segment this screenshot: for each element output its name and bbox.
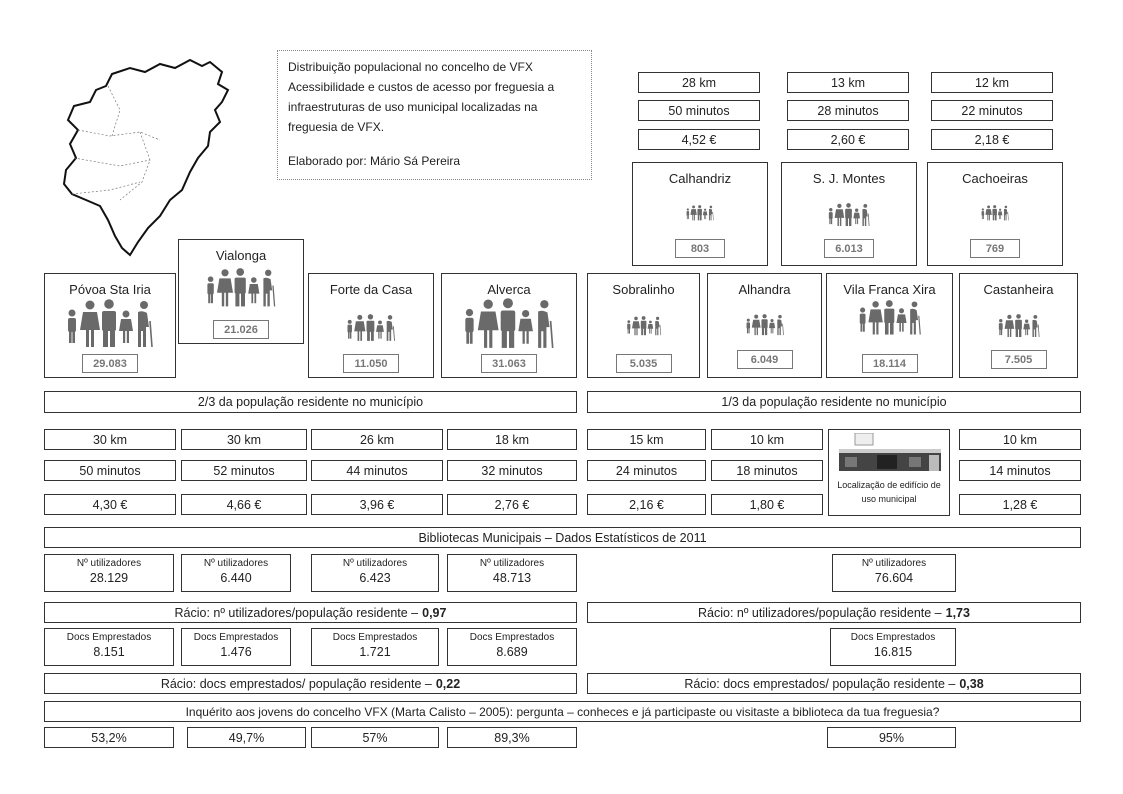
parish-card-cachoeiras xyxy=(927,162,1063,266)
cachoeiras-cost: 2,18 € xyxy=(931,129,1053,150)
access-cost: 2,16 € xyxy=(587,494,706,515)
calhandriz-cost: 4,52 € xyxy=(638,129,760,150)
family-pictogram xyxy=(824,203,874,227)
parish-card-forte-da-casa xyxy=(308,273,434,378)
family-icon xyxy=(928,205,1062,221)
access-distance: 10 km xyxy=(959,429,1081,450)
family-pictogram xyxy=(622,316,666,336)
parish-card-alhandra xyxy=(707,273,822,378)
family-pictogram xyxy=(683,205,717,221)
parish-name: S. J. Montes xyxy=(812,171,886,186)
survey-question: Inquérito aos jovens do concelho VFX (Marta Calisto – 2005): pergunta – conheces e já participaste ou visitaste a biblioteca da tua freguesia? xyxy=(44,701,1081,722)
libraries-title: Bibliotecas Municipais – Dados Estatísticos de 2011 xyxy=(44,527,1081,548)
parish-name: Sobralinho xyxy=(612,282,675,297)
parish-name: Alhandra xyxy=(738,282,791,297)
population-badge: 6.013 xyxy=(824,239,874,258)
loans-stat: Docs Emprestados 16.815 xyxy=(830,628,956,666)
sjmontes-distance: 13 km xyxy=(787,72,909,93)
cachoeiras-distance: 12 km xyxy=(931,72,1053,93)
users-stat: Nº utilizadores 76.604 xyxy=(832,554,956,592)
access-distance: 26 km xyxy=(311,429,443,450)
ratio-loans-left: Rácio: docs emprestados/ população residente – 0,22 xyxy=(44,673,577,694)
ratio-users-left: Rácio: nº utilizadores/população residente – 0,97 xyxy=(44,602,577,623)
loans-stat: Docs Emprestados 8.151 xyxy=(44,628,174,666)
group-banner-left: 2/3 da população residente no município xyxy=(44,391,577,413)
population-badge: 769 xyxy=(970,239,1020,258)
family-icon xyxy=(179,268,303,308)
survey-result: 49,7% xyxy=(187,727,306,748)
family-icon xyxy=(588,316,699,336)
population-badge: 803 xyxy=(675,239,725,258)
family-icon xyxy=(782,203,916,227)
population-badge: 6.049 xyxy=(737,350,793,369)
access-time: 24 minutos xyxy=(587,460,706,481)
parish-card-vialonga xyxy=(178,239,304,344)
access-distance: 30 km xyxy=(181,429,307,450)
parish-name: Forte da Casa xyxy=(329,282,413,297)
loans-stat: Docs Emprestados 8.689 xyxy=(447,628,577,666)
calhandriz-time: 50 minutos xyxy=(638,100,760,121)
parish-card-alverca xyxy=(441,273,577,378)
building-caption: Localização de edifício de uso municipal xyxy=(837,480,941,504)
users-stat: Nº utilizadores 48.713 xyxy=(447,554,577,592)
access-cost: 2,76 € xyxy=(447,494,577,515)
cachoeiras-time: 22 minutos xyxy=(931,100,1053,121)
loans-stat: Docs Emprestados 1.721 xyxy=(311,628,439,666)
survey-result: 89,3% xyxy=(447,727,577,748)
access-time: 44 minutos xyxy=(311,460,443,481)
access-time: 18 minutos xyxy=(711,460,823,481)
population-badge: 5.035 xyxy=(616,354,672,373)
title-line: Acessibilidade e custos de acesso por freguesia a xyxy=(288,80,555,94)
access-time: 52 minutos xyxy=(181,460,307,481)
family-pictogram xyxy=(741,314,789,336)
survey-result: 53,2% xyxy=(44,727,174,748)
population-badge: 11.050 xyxy=(343,354,399,373)
loans-stat: Docs Emprestados 1.476 xyxy=(181,628,291,666)
family-pictogram xyxy=(850,300,930,336)
parish-card-sjmontes xyxy=(781,162,917,266)
document-title-block xyxy=(277,50,592,180)
access-distance: 18 km xyxy=(447,429,577,450)
access-time: 14 minutos xyxy=(959,460,1081,481)
access-time: 32 minutos xyxy=(447,460,577,481)
family-pictogram xyxy=(340,314,402,342)
population-badge: 21.026 xyxy=(213,320,269,339)
family-icon xyxy=(442,298,576,350)
family-pictogram xyxy=(56,299,164,349)
parish-card-vila-franca-xira xyxy=(826,273,953,378)
family-icon xyxy=(708,314,821,336)
parish-card-povoa-sta-iria xyxy=(44,273,176,378)
parish-name: Póvoa Sta Iria xyxy=(69,282,151,297)
ratio-users-right: Rácio: nº utilizadores/população residente – 1,73 xyxy=(587,602,1081,623)
population-badge: 18.114 xyxy=(862,354,918,373)
family-pictogram xyxy=(992,314,1046,338)
users-stat: Nº utilizadores 28.129 xyxy=(44,554,174,592)
sjmontes-cost: 2,60 € xyxy=(787,129,909,150)
access-distance: 15 km xyxy=(587,429,706,450)
access-distance: 30 km xyxy=(44,429,176,450)
ratio-loans-right: Rácio: docs emprestados/ população residente – 0,38 xyxy=(587,673,1081,694)
author-credit: Elaborado por: Mário Sá Pereira xyxy=(288,154,461,168)
users-stat: Nº utilizadores 6.423 xyxy=(311,554,439,592)
parish-name: Vialonga xyxy=(215,248,267,263)
family-pictogram xyxy=(197,268,285,308)
family-icon xyxy=(827,300,952,336)
parish-name: Alverca xyxy=(487,282,531,297)
family-icon xyxy=(45,299,175,349)
family-pictogram xyxy=(978,205,1012,221)
parish-name: Cachoeiras xyxy=(962,171,1028,186)
survey-result: 57% xyxy=(311,727,439,748)
family-icon xyxy=(633,205,767,221)
municipality-map xyxy=(50,50,250,260)
group-banner-right: 1/3 da população residente no município xyxy=(587,391,1081,413)
parish-name: Calhandriz xyxy=(668,171,732,186)
parish-card-calhandriz xyxy=(632,162,768,266)
access-cost: 1,28 € xyxy=(959,494,1081,515)
parish-card-castanheira xyxy=(959,273,1078,378)
survey-result: 95% xyxy=(827,727,956,748)
population-badge: 29.083 xyxy=(82,354,138,373)
municipal-building-image xyxy=(837,433,943,473)
title-line: Distribuição populacional no concelho de VFX xyxy=(288,60,533,74)
parish-card-sobralinho xyxy=(587,273,700,378)
access-distance: 10 km xyxy=(711,429,823,450)
population-badge: 31.063 xyxy=(481,354,537,373)
family-icon xyxy=(309,314,433,342)
access-cost: 4,30 € xyxy=(44,494,176,515)
family-icon xyxy=(960,314,1077,338)
sjmontes-time: 28 minutos xyxy=(787,100,909,121)
municipal-building-card xyxy=(828,429,950,516)
parish-name: Vila Franca Xira xyxy=(843,282,936,297)
access-time: 50 minutos xyxy=(44,460,176,481)
title-line: infraestruturas de uso municipal localizadas na xyxy=(288,100,538,114)
map-outline xyxy=(64,60,228,255)
calhandriz-distance: 28 km xyxy=(638,72,760,93)
population-badge: 7.505 xyxy=(991,350,1047,369)
title-line: freguesia de VFX. xyxy=(288,120,385,134)
parish-name: Castanheira xyxy=(983,282,1054,297)
users-stat: Nº utilizadores 6.440 xyxy=(181,554,291,592)
family-pictogram xyxy=(453,298,565,350)
access-cost: 3,96 € xyxy=(311,494,443,515)
access-cost: 4,66 € xyxy=(181,494,307,515)
access-cost: 1,80 € xyxy=(711,494,823,515)
